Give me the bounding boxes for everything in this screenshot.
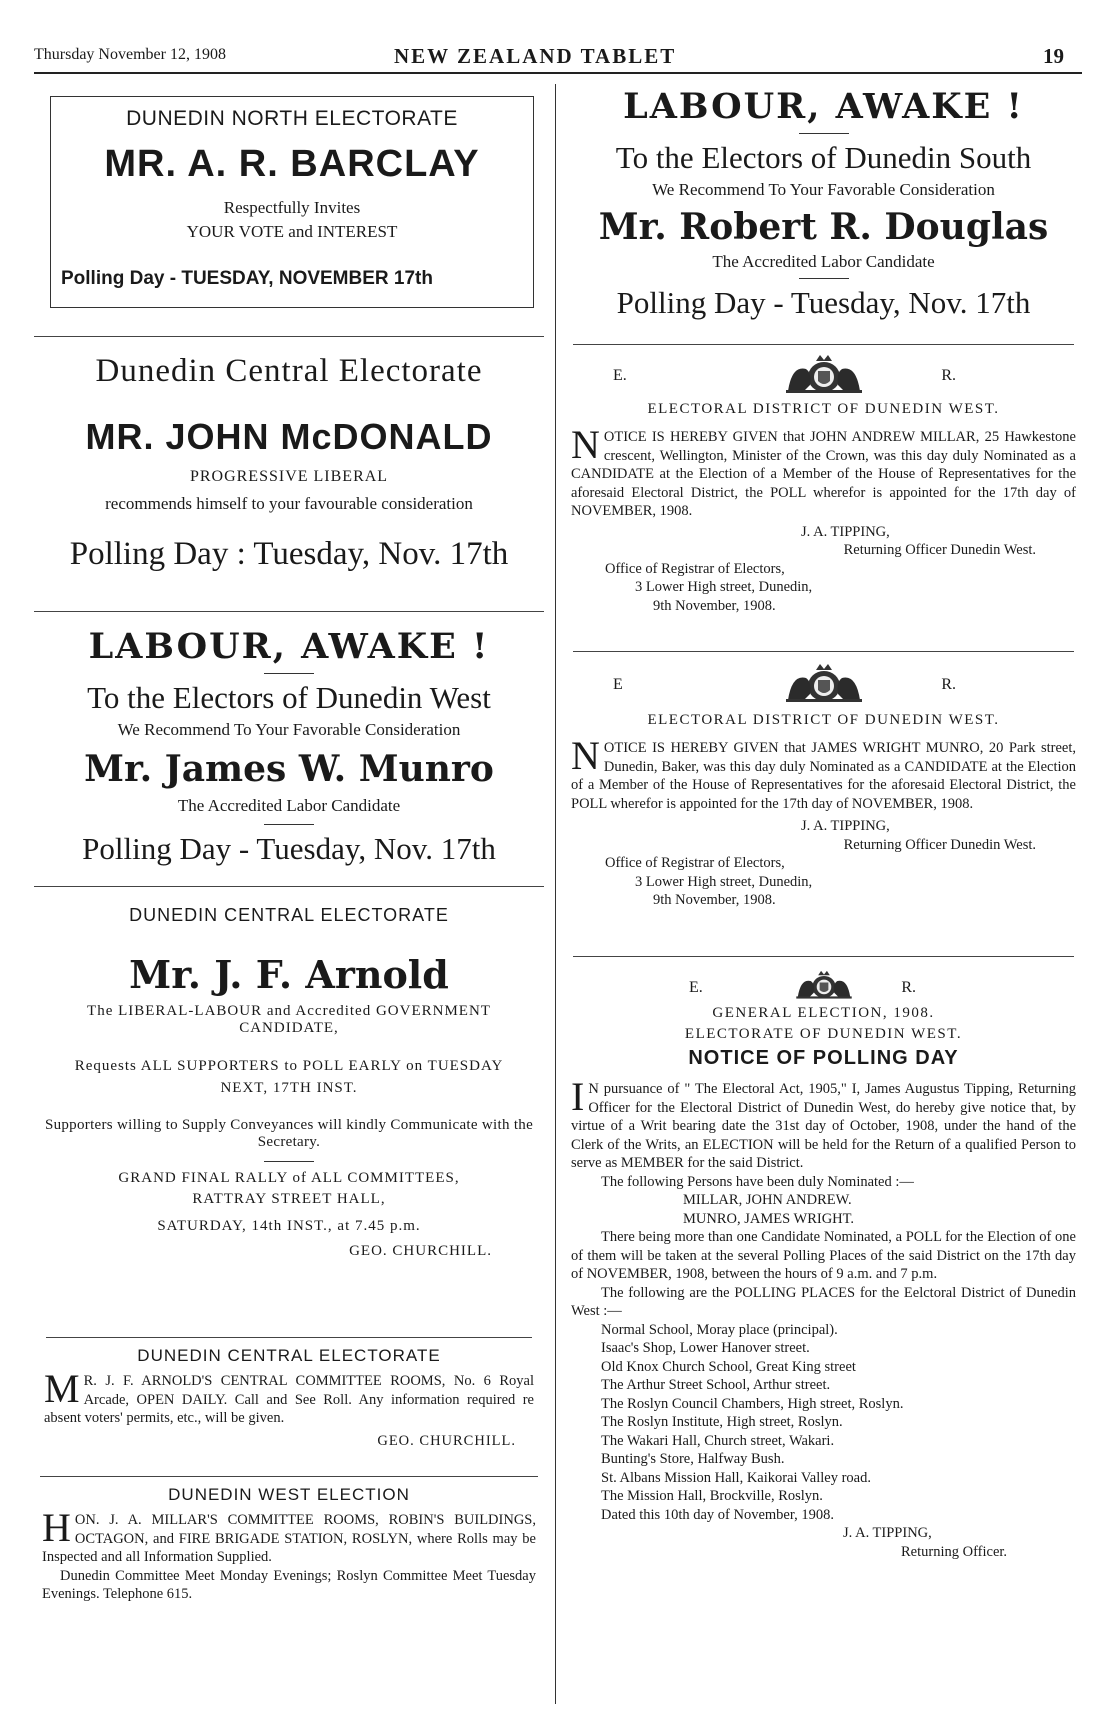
rally-line: SATURDAY, 14th INST., at 7.45 p.m. [157,1218,421,1234]
ad-to: To the Electors of Dunedin West [87,680,491,715]
notice-body: OTICE IS HEREBY GIVEN that JOHN ANDREW MILLAR, 25 Hawkestone crescent, Wellington, Minister of the Crown, was this day duly Nominated as a CANDIDATE at the Election of a Member of the House of Representatives for the aforesaid Electoral District, the POLL wherefor is appointed for the 17th day of NOVEMBER, 1908. [571,429,1076,519]
polling-place: Bunting's Store, Halfway Bush. [601,1451,785,1467]
divider [573,344,1074,345]
column-divider [555,84,556,1704]
ad-line: The Accredited Labor Candidate [177,796,401,815]
poll-text: There being more than one Candidate Nominated, a POLL for the Election of one of them will be taken at the several Polling Places of the said District on the 17th day of NOVEMBER, 1908, between the hours of 9 a.m. and 7 p.m. [571,1229,1076,1282]
polling-place: Normal School, Moray place (principal). [601,1321,838,1338]
royal-arms-icon [789,965,859,1003]
party: PROGRESSIVE LIBERAL [189,468,389,485]
signature: GEO. CHURCHILL. [349,1243,492,1259]
initial-e: E. [689,979,703,996]
short-rule [264,673,314,674]
ad-body: R. J. F. ARNOLD'S CENTRAL COMMITTEE ROOMS, No. 6 Royal Arcade, OPEN DAILY. Call and See Roll. Any information required re absent voters' permits, etc., will be given. [44,1373,534,1426]
polling-place: The Roslyn Council Chambers, High street, Roslyn. [601,1395,904,1412]
polling-day: Polling Day - Tuesday, Nov. 17th [616,285,1031,320]
notice-heading: NOTICE OF POLLING DAY [688,1047,959,1069]
ad-title: DUNEDIN NORTH ELECTORATE [126,107,458,130]
coat-of-arms-row [571,660,1076,706]
right-column [565,86,1082,1561]
ad-text [44,1366,534,1428]
west-election-ad [34,1485,544,1604]
royal-arms-emblem [789,965,859,1007]
polling-places-list [601,1321,1076,1506]
ad-body: ON. J. A. MILLAR'S COMMITTEE ROOMS, ROBIN'S BUILDINGS, OCTAGON, and FIRE BRIGADE STATION, ROSLYN, where Rolls may be Inspected and all Information Supplied. [42,1512,536,1565]
ad-title: Dunedin Central Electorate [95,353,483,389]
north-electorate-ad [50,96,534,308]
dated: Dated this 10th day of November, 1908. [601,1506,834,1523]
central-electorate-ad [34,353,544,611]
royal-arms-icon [776,660,872,704]
ad-line: The Accredited Labor Candidate [712,252,935,271]
ad-title: DUNEDIN CENTRAL ELECTORATE [129,905,449,925]
district: ELECTORAL DISTRICT OF DUNEDIN WEST. [647,712,1000,728]
office-line: Office of Registrar of Electors, [605,560,785,577]
polling-place: The Roslyn Institute, High street, Roslyn. [601,1414,843,1430]
election-title: GENERAL ELECTION, 1908. [712,1005,935,1021]
divider [34,611,544,612]
signature-title: Returning Officer Dunedin West. [843,542,1036,558]
candidate-name: Mr. Robert R. Douglas [598,206,1049,248]
polling-place: The Arthur Street School, Arthur street. [601,1377,831,1393]
notice-munro [565,660,1082,956]
places-intro: The following are the POLLING PLACES for the Eelctoral District of Dunedin West :— [571,1284,1076,1319]
drop-cap: I [571,1074,585,1119]
notice-millar [565,351,1082,651]
nominated-candidate: MILLAR, JOHN ANDREW. [683,1192,852,1208]
ad-line: We Recommend To Your Favorable Consideration [117,720,461,739]
drop-cap: N [571,422,600,467]
office-line: 9th November, 1908. [653,892,776,908]
polling-place: Old Knox Church School, Great King street [601,1358,856,1375]
coat-of-arms-row [571,965,1076,1005]
rally-line: RATTRAY STREET HALL, [192,1191,386,1207]
ad-line: Respectfully Invites [223,198,361,217]
ad-text [42,1505,536,1567]
issue-date: Thursday November 12, 1908 [34,46,226,63]
initial-r: R. [941,367,956,384]
nominated-candidate: MUNRO, JAMES WRIGHT. [683,1210,855,1227]
rally-line: GRAND FINAL RALLY of ALL COMMITTEES, [118,1170,460,1186]
ad-title: DUNEDIN WEST ELECTION [168,1485,410,1504]
polling-place: The Wakari Hall, Church street, Wakari. [601,1432,835,1449]
polling-day: Polling Day - TUESDAY, NOVEMBER 17th [61,268,433,289]
divider [573,651,1074,652]
ad-line: Supporters willing to Supply Conveyances will kindly Communicate with the Secretary. [44,1117,534,1150]
district: ELECTORAL DISTRICT OF DUNEDIN WEST. [647,401,1000,417]
office-line: 9th November, 1908. [653,597,776,614]
initial-r: R. [901,979,916,996]
ad-line: Requests ALL SUPPORTERS to POLL EARLY on TUESDAY NEXT, 17TH INST. [74,1058,504,1096]
labour-west-ad [34,626,544,886]
office-line: 3 Lower High street, Dunedin, [635,579,813,595]
arnold-ad [34,905,544,1337]
page-number: 19 [1043,44,1064,68]
initial-e: E. [613,367,627,384]
royal-arms-emblem [776,351,872,399]
divider [34,886,544,887]
notice-body: OTICE IS HEREBY GIVEN that JAMES WRIGHT MUNRO, 20 Park street, Dunedin, Baker, was this day duly Nominated as a CANDIDATE at the Election of a Member of the House of Representatives for the aforesaid Electoral District, the POLL wherefor is appointed for the 17th day of NOVEMBER, 1908. [571,740,1076,812]
initial-r: R. [941,676,956,693]
notice-text [571,1074,1076,1173]
headline: LABOUR, AWAKE ! [88,626,490,667]
candidate-name: MR. A. R. BARCLAY [104,143,480,185]
notice-text [571,422,1076,521]
divider [46,1337,532,1338]
candidate-name: Mr. James W. Munro [84,748,494,790]
ad-line: We Recommend To Your Favorable Consideration [652,180,995,199]
signature-title: Returning Officer Dunedin West. [843,836,1036,853]
ad-line: The LIBERAL-LABOUR and Accredited GOVERNMENT CANDIDATE, [87,1003,491,1036]
coat-of-arms-row [571,351,1076,397]
polling-day: Polling Day : Tuesday, Nov. 17th [69,536,509,572]
left-column [34,88,544,1604]
candidate-name: MR. JOHN McDONALD [85,416,493,457]
notice-polling-day [565,965,1082,1561]
drop-cap: H [42,1505,71,1550]
candidate-name: Mr. J. F. Arnold [129,952,449,997]
signature: J. A. TIPPING, [843,1525,932,1541]
office-line: 3 Lower High street, Dunedin, [635,873,813,890]
polling-place: The Mission Hall, Brockville, Roslyn. [601,1488,823,1504]
labour-south-ad [565,86,1082,346]
short-rule [799,133,849,134]
central-rooms-ad [34,1346,544,1476]
polling-place: Isaac's Shop, Lower Hanover street. [601,1340,810,1356]
short-rule [264,1161,314,1162]
page-header [34,44,1082,72]
ad-body: Dunedin Committee Meet Monday Evenings; Roslyn Committee Meet Tuesday Evenings. Telephone 615. [42,1567,536,1602]
notice-text [571,733,1076,813]
royal-arms-emblem [776,660,872,708]
header-rule [34,72,1082,74]
short-rule [264,824,314,825]
polling-place: St. Albans Mission Hall, Kaikorai Valley road. [601,1469,871,1486]
nominated-intro: The following Persons have been duly Nominated :— [601,1173,914,1190]
ad-line: recommends himself to your favourable consideration [105,494,473,513]
masthead: NEW ZEALAND TABLET [394,44,677,68]
initial-e: E [613,676,623,693]
royal-arms-icon [776,351,872,395]
drop-cap: M [44,1366,80,1411]
polling-day: Polling Day - Tuesday, Nov. 17th [82,831,496,866]
divider [34,336,544,337]
ad-line: YOUR VOTE and INTEREST [186,222,398,241]
divider [40,1476,538,1477]
ad-to: To the Electors of Dunedin South [615,140,1032,175]
ad-title: DUNEDIN CENTRAL ELECTORATE [137,1346,441,1365]
short-rule [799,278,849,279]
signature: GEO. CHURCHILL. [377,1432,516,1449]
signature: J. A. TIPPING, [801,523,890,540]
drop-cap: N [571,733,600,778]
office-line: Office of Registrar of Electors, [605,855,785,871]
signature: J. A. TIPPING, [801,818,890,834]
notice-body: N pursuance of " The Electoral Act, 1905," I, James Augustus Tipping, Returning Officer for the Electoral District of Dunedin West, do hereby give notice that, by virtue of a Writ bearing date the 31st day of October, 1908, under the hand of the Clerk of the Writs, an ELECTION will be held for the Return of a qualified Person to serve as MEMBER for the said District. [571,1081,1076,1171]
electorate: ELECTORATE OF DUNEDIN WEST. [684,1026,963,1042]
headline: LABOUR, AWAKE ! [623,86,1024,127]
divider [573,956,1074,957]
signature-title: Returning Officer. [901,1543,1008,1560]
